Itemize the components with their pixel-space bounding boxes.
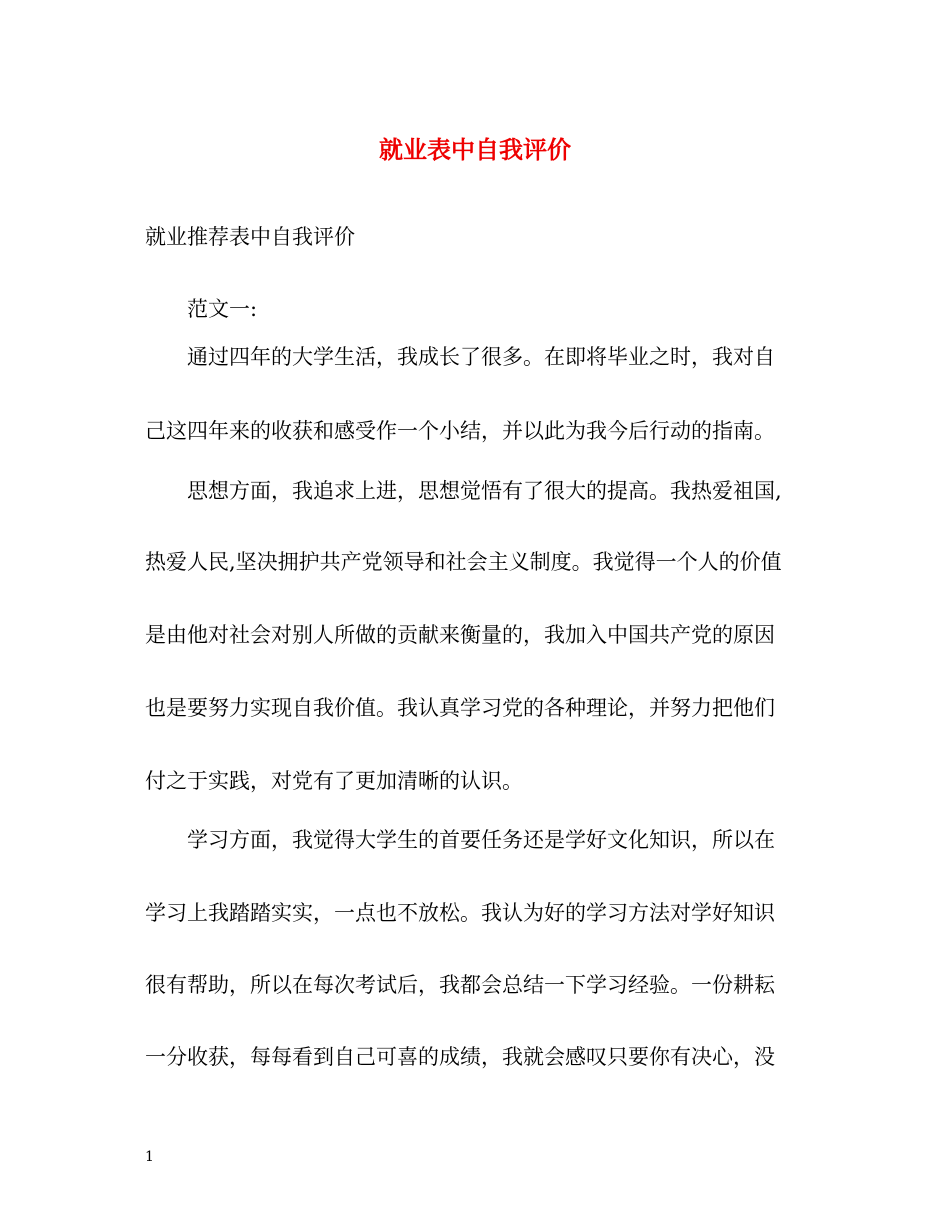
paragraph-line: 通过四年的大学生活，我成长了很多。在即将毕业之时，我对自 <box>187 345 775 369</box>
paragraph-line: 学习上我踏踏实实，一点也不放松。我认为好的学习方法对学好知识 <box>145 901 775 925</box>
paragraph-line: 是由他对社会对别人所做的贡献来衡量的，我加入中国共产党的原因 <box>145 623 775 647</box>
paragraph-line: 也是要努力实现自我价值。我认真学习党的各种理论，并努力把他们 <box>145 696 775 720</box>
paragraph-line: 很有帮助，所以在每次考试后，我都会总结一下学习经验。一份耕耘 <box>145 973 775 997</box>
page-number: 1 <box>145 1149 154 1165</box>
document-subtitle: 就业推荐表中自我评价 <box>145 225 355 249</box>
paragraph-line: 热爱人民,坚决拥护共产党领导和社会主义制度。我觉得一个人的价值 <box>145 550 782 574</box>
paragraph-line: 学习方面，我觉得大学生的首要任务还是学好文化知识，所以在 <box>187 828 775 852</box>
page-title: 就业表中自我评价 <box>379 135 571 164</box>
section-label: 范文一: <box>187 297 258 321</box>
paragraph-line: 一分收获，每每看到自己可喜的成绩，我就会感叹只要你有决心，没 <box>145 1045 775 1069</box>
paragraph-line: 思想方面，我追求上进，思想觉悟有了很大的提高。我热爱祖国, <box>187 479 782 503</box>
paragraph-line: 付之于实践，对党有了更加清晰的认识。 <box>145 769 523 793</box>
paragraph-line: 己这四年来的收获和感受作一个小结，并以此为我今后行动的指南。 <box>145 419 775 443</box>
